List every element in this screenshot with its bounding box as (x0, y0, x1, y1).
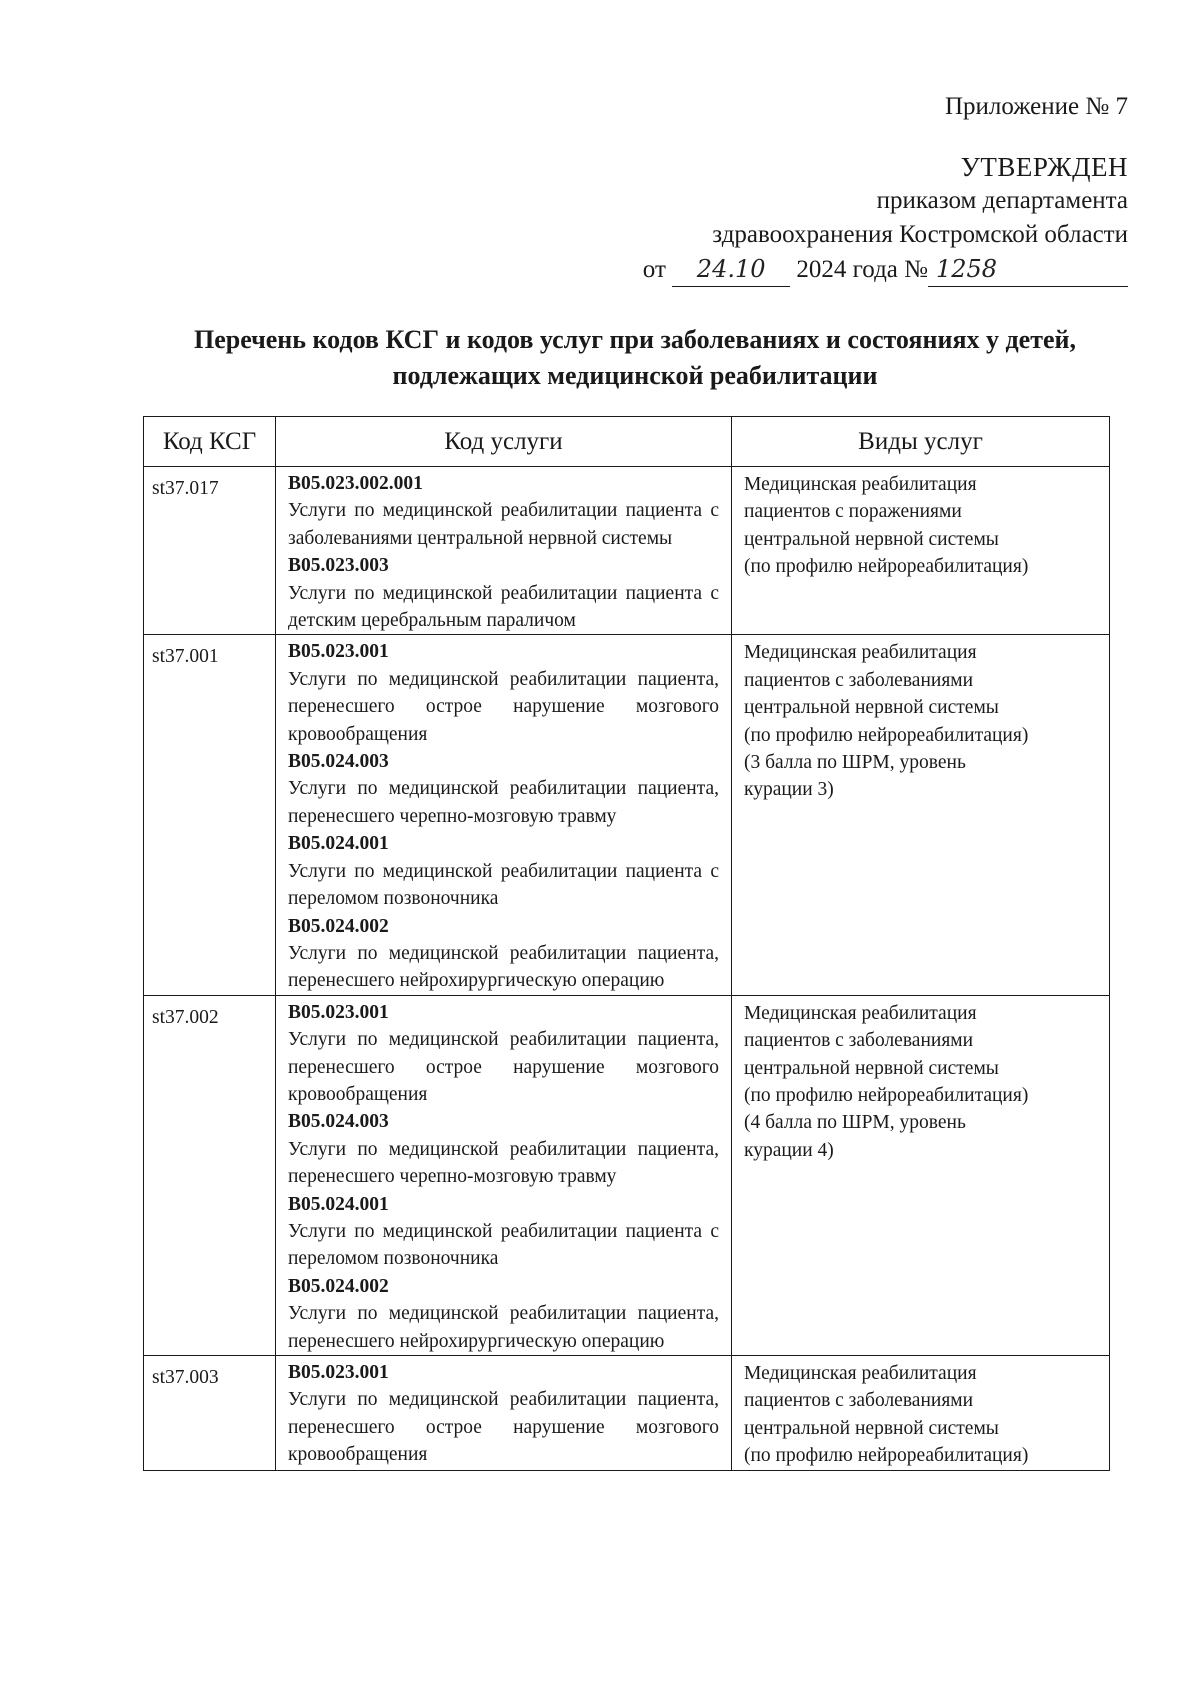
handwritten-number: 1258 (928, 252, 1128, 287)
service-kind-cell (732, 635, 1110, 995)
service-description: Услуги по медицинской реабилитации пациента с переломом позвоночника (288, 860, 719, 910)
service-code-cell (276, 1356, 732, 1471)
approved-heading: УТВЕРЖДЕН (960, 152, 1128, 182)
service-kind-line: (по профилю нейрореабилитация) (744, 556, 1029, 578)
service-kind-line: Медицинская реабилитация (744, 1002, 977, 1024)
approval-block (643, 90, 1128, 287)
table-body (144, 467, 1110, 1471)
service-kind-line: центральной нервной системы (744, 1057, 999, 1079)
service-description: Услуги по медицинской реабилитации пациента, перенесшего черепно-мозговую травму (288, 778, 719, 827)
service-kind-line: центральной нервной системы (744, 697, 999, 719)
title-line-1: Перечень кодов КСГ и кодов услуг при заболеваниях и состояниях у детей, (193, 325, 1076, 354)
title-line-2: подлежащих медицинской реабилитации (392, 361, 878, 390)
service-kind-line: пациентов с заболеваниями (744, 669, 974, 691)
handwritten-date: 24.10 (672, 252, 790, 287)
service-kind-line: (3 балла по ШРМ, уровень (744, 752, 966, 774)
ksg-code-cell: st37.002 (144, 995, 276, 1355)
service-kind-line: (4 балла по ШРМ, уровень (744, 1112, 966, 1134)
service-code: B05.024.002 (288, 915, 389, 937)
service-code-cell (276, 467, 732, 635)
service-code: B05.023.002.001 (288, 473, 423, 494)
service-kind-line: Медицинская реабилитация (744, 474, 977, 495)
annex-label: Приложение № 7 (944, 93, 1128, 120)
service-kind-cell (732, 467, 1110, 635)
table-row (144, 995, 1110, 1355)
service-description: Услуги по медицинской реабилитации пациента, перенесшего нейрохирургическую операцию (288, 942, 719, 992)
service-kind-line: Медицинская реабилитация (744, 642, 977, 664)
table-row (144, 467, 1110, 635)
service-code: B05.024.001 (288, 833, 389, 855)
service-kind-line: пациентов с заболеваниями (744, 1030, 974, 1052)
ksg-code-cell: st37.001 (144, 635, 276, 995)
service-kind-line: пациентов с поражениями (744, 501, 962, 523)
service-description: Услуги по медицинской реабилитации пациента, перенесшего черепно-мозговую травму (288, 1138, 719, 1188)
table-row (144, 635, 1110, 995)
ksg-code-cell: st37.017 (144, 467, 276, 635)
approval-line-1: приказом департамента (876, 187, 1128, 214)
service-code: B05.023.003 (288, 555, 389, 577)
service-code-cell (276, 635, 732, 995)
service-kind-cell (732, 1356, 1110, 1471)
table-header-row (144, 417, 1110, 467)
service-code: B05.024.003 (288, 1111, 389, 1133)
approval-line-2: здравоохранения Костромской области (712, 221, 1128, 248)
service-kind-line: центральной нервной системы (744, 528, 999, 550)
number-prefix: № (904, 256, 928, 283)
header-ksg-code: Код КСГ (144, 417, 276, 467)
table-row (144, 1356, 1110, 1471)
ksg-code-cell: st37.003 (144, 1356, 276, 1471)
service-description: Услуги по медицинской реабилитации пациента, перенесшего нейрохирургическую операцию (288, 1303, 719, 1352)
header-service-kinds: Виды услуг (732, 417, 1110, 467)
document-title (150, 322, 1120, 394)
codes-table (143, 416, 1110, 1471)
service-description: Услуги по медицинской реабилитации пациента, перенесшего острое нарушение мозгового кровообращения (288, 1029, 719, 1105)
year-text: 2024 года (796, 256, 898, 283)
service-code: B05.024.002 (288, 1275, 389, 1297)
service-description: Услуги по медицинской реабилитации пациента, перенесшего острое нарушение мозгового кровообращения (288, 668, 719, 745)
service-kind-line: курации 3) (744, 779, 834, 801)
service-kind-line: центральной нервной системы (744, 1417, 999, 1439)
service-kind-line: Медицинская реабилитация (744, 1363, 977, 1384)
header-service-code: Код услуги (276, 417, 732, 467)
service-description: Услуги по медицинской реабилитации пациента с детским церебральным параличом (288, 582, 719, 632)
service-description: Услуги по медицинской реабилитации пациента с заболеваниями центральной нервной системы (288, 500, 719, 549)
service-code: B05.023.001 (288, 1001, 389, 1023)
service-code: B05.024.001 (288, 1193, 389, 1215)
service-kind-line: (по профилю нейрореабилитация) (744, 1445, 1029, 1467)
service-kind-line: курации 4) (744, 1139, 834, 1161)
service-kind-line: пациентов с заболеваниями (744, 1390, 974, 1412)
service-description: Услуги по медицинской реабилитации пациента с переломом позвоночника (288, 1220, 719, 1270)
service-kind-line: (по профилю нейрореабилитация) (744, 724, 1029, 746)
service-code: B05.023.001 (288, 1362, 389, 1383)
date-prefix: от (642, 256, 666, 283)
service-code: B05.023.001 (288, 641, 389, 663)
service-code: B05.024.003 (288, 751, 389, 773)
approval-date-line (643, 252, 1128, 287)
service-code-cell (276, 995, 732, 1355)
service-kind-line: (по профилю нейрореабилитация) (744, 1084, 1029, 1106)
service-kind-cell (732, 995, 1110, 1355)
service-description: Услуги по медицинской реабилитации пациента, перенесшего острое нарушение мозгового кровообращения (288, 1389, 719, 1466)
